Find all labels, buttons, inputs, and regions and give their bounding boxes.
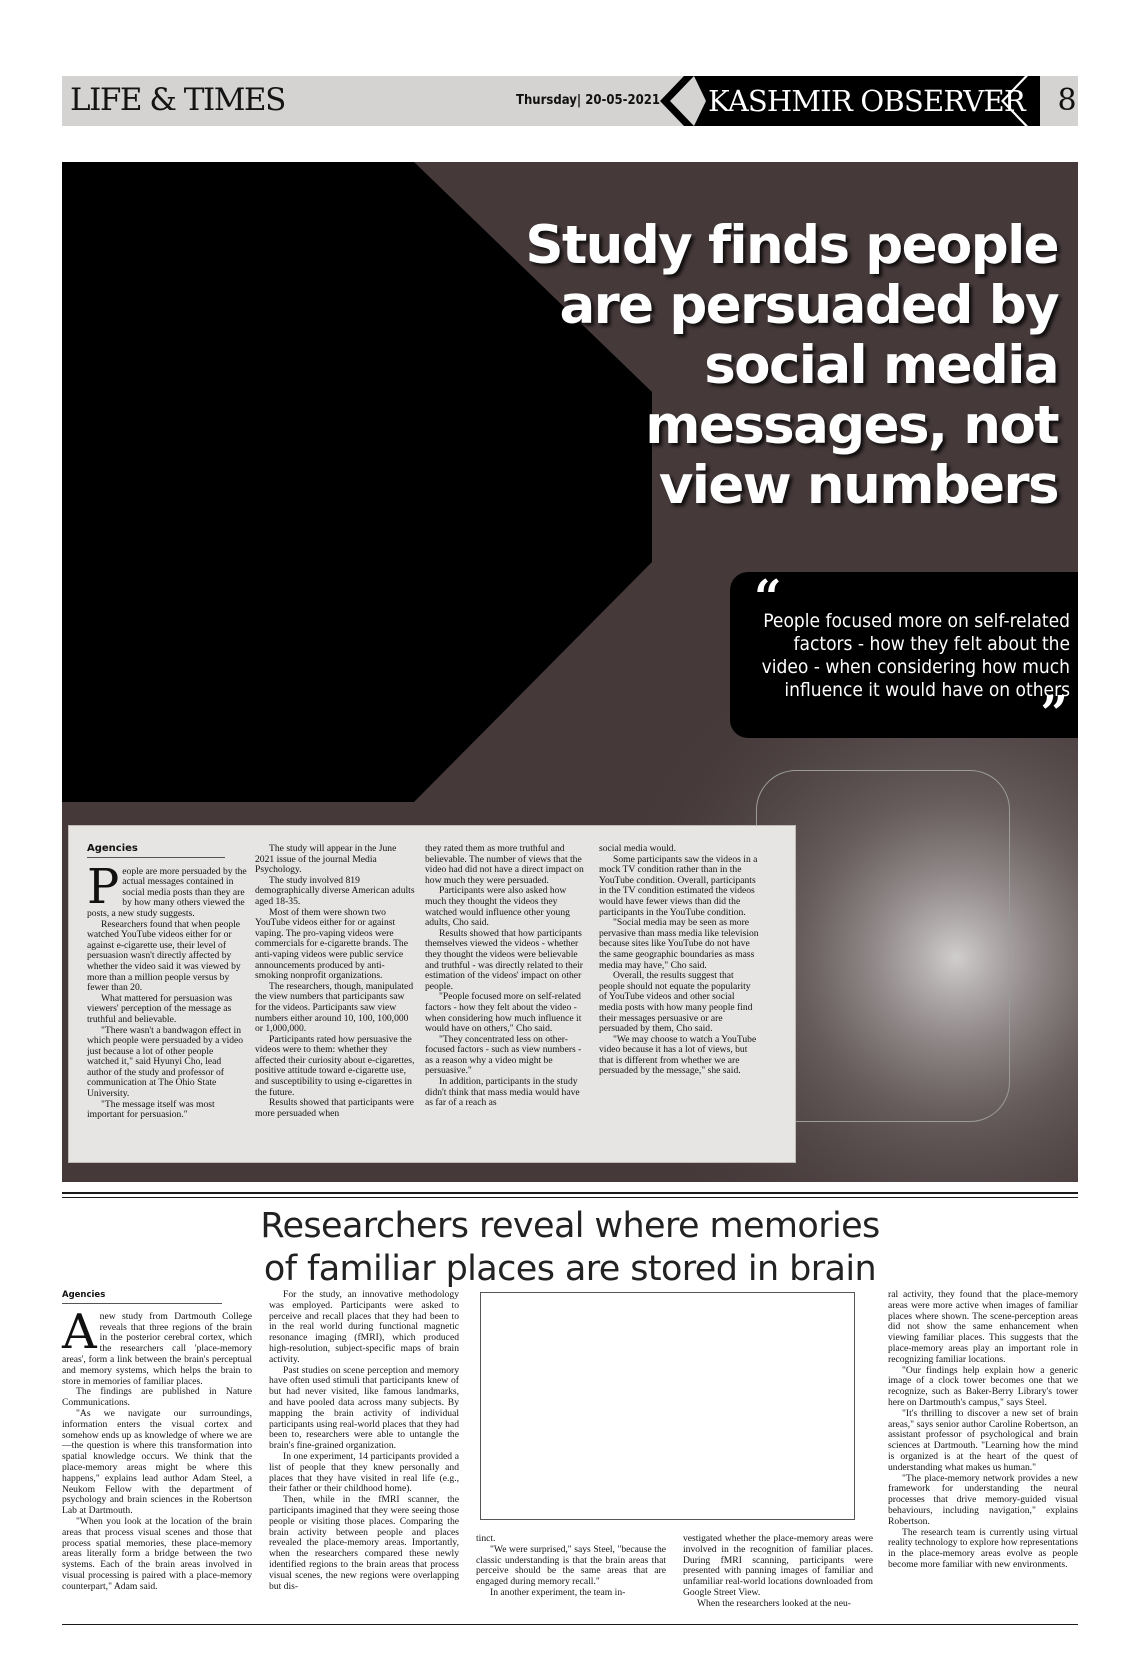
paragraph: In another experiment, the team in- bbox=[490, 1586, 626, 1598]
paragraph: Past studies on scene perception and memory have often used stimuli that participants knew of but had never visited, like famous landmarks, and have pooled data across many subjects. By mapping the brain activity of individual participants using real-world places that they had been to, researchers were able to untangle the brain's fine-grained organization. bbox=[269, 1364, 459, 1452]
story-byline: Agencies bbox=[62, 1290, 222, 1304]
feature-column-4 bbox=[599, 844, 759, 1077]
masthead bbox=[62, 76, 1078, 126]
divider bbox=[62, 1624, 1078, 1625]
paragraph: In one experiment, 14 participants provided a list of people that they knew personally and places that they have visited in real life (e.g., their father or their childhood home). bbox=[269, 1450, 459, 1495]
paragraph: The study involved 819 demographically diverse American adults aged 18-35. bbox=[255, 874, 415, 907]
paragraph: Most of them were shown two YouTube videos either for or against vaping. The pro-vaping videos were commercials for e-cigarette brands. The anti-vaping videos were public service announcements produced by anti-smoking nonprofit organizations. bbox=[255, 906, 408, 982]
divider bbox=[62, 1197, 1078, 1198]
drop-cap: A bbox=[62, 1303, 97, 1360]
story-column-5 bbox=[888, 1290, 1078, 1571]
paragraph: "As we navigate our surroundings, information enters the visual cortex and somehow ends up as knowledge of where we are—the question is where this transformation into spatial knowledge occurs. We think that the place-memory areas might be where this happens," explains lead author Adam Steel, a Neukom Fellow with the department of psychology and brain sciences in the Robertson Lab at Dartmouth. bbox=[62, 1407, 252, 1517]
paragraph: Then, while in the fMRI scanner, the participants imagined that they were seeing those people or visiting those places. Comparing the brain activity between people and places revealed the place-memory areas. Importantly, when the researchers compared these newly identified regions to the brain areas that process visual scenes, the new regions were overlapping but dis- bbox=[269, 1494, 459, 1592]
paragraph: The researchers, though, manipulated the view numbers that participants saw for the videos. Participants saw view numbers either around 10, 100, 100,000 or 1,000,000. bbox=[255, 980, 414, 1035]
pull-quote-text: People focused more on self-related factors - how they felt about the video - when considering how much influence it would have on others bbox=[761, 610, 1070, 701]
feature-byline: Agencies bbox=[87, 844, 225, 858]
drop-cap: P bbox=[87, 858, 120, 915]
paragraph: Results showed that participants were more persuaded when bbox=[255, 1097, 414, 1119]
paragraph: "The message itself was most important for persuasion." bbox=[87, 1098, 215, 1121]
story-column-1 bbox=[62, 1290, 252, 1593]
paragraph: "Social media may be seen as more pervasive than mass media like television because sites like YouTube do not have the same geographic boundaries as mass media may have," Cho said. bbox=[599, 917, 759, 971]
quote-close-icon: ” bbox=[1040, 686, 1068, 742]
paragraph: Participants were also asked how much they thought the videos they watched would influence other young adults, Cho said. bbox=[425, 885, 570, 929]
paragraph: vestigated whether the place-memory areas were involved in the recognition of familiar places. During fMRI scanning, participants were presented with panning images of familiar and unfamiliar real-world locations downloaded from Google Street View. bbox=[683, 1533, 873, 1598]
pull-quote bbox=[730, 570, 1078, 742]
paragraph: In addition, participants in the study didn't think that mass media would have as far of a reach as bbox=[425, 1076, 580, 1109]
paragraph: Some participants saw the videos in a mock TV condition rather than in the YouTube condition. Overall, participants in the TV condition estimated the videos would have fewer views than did the participants in the YouTube condition. bbox=[599, 853, 758, 918]
paragraph: The findings are published in Nature Communications. bbox=[62, 1386, 252, 1409]
paragraph: "It's thrilling to discover a new set of brain areas," says senior author Caroline Robertson, an assistant professor of psychological and brain sciences at Dartmouth. "Learning how the mind is organized is at the heart of the quest of understanding what makes us human." bbox=[888, 1407, 1078, 1473]
story-column-4 bbox=[683, 1534, 873, 1610]
paragraph: Researchers found that when people watched YouTube videos either for or against e-cigarette use, their level of persuasion wasn't directly affected by whether the video said it was viewed by more than a million people versus by fewer than 20. bbox=[87, 918, 241, 994]
paragraph: "There wasn't a bandwagon effect in which people were persuaded by a video just because a lot of other people watched it," said Hyunyi Cho, lead author of the study and professor of communication at The Ohio State University. bbox=[87, 1024, 244, 1100]
paragraph: "The place-memory network provides a new framework for understanding the neural processes that drive memory-guided visual behaviours, including navigation," explains Robertson. bbox=[888, 1472, 1078, 1527]
page-number: 8 bbox=[1057, 83, 1077, 118]
paragraph: "They concentrated less on other-focused factors - such as view numbers - as a reason why a video might be persuasive." bbox=[425, 1033, 582, 1077]
feature-story bbox=[62, 162, 1078, 1182]
paragraph: Anew study from Dartmouth College reveals that three regions of the brain in the posterior cerebral cortex, which the researchers call 'place-memory areas', form a link between the brain's perceptual and memory systems, which helps the brain to store in memories of familiar places. bbox=[62, 1303, 252, 1387]
paragraph: social media would. bbox=[599, 843, 676, 854]
paragraph: "When you look at the location of the brain areas that process visual scenes and those that process spatial memories, these place-memory areas literally form a bridge between the two systems. Each of the brain areas involved in visual processing is paired with a place-memory counterpart," Adam said. bbox=[62, 1515, 252, 1592]
story-column-3 bbox=[476, 1534, 666, 1599]
paragraph: "We were surprised," says Steel, "because the classic understanding is that the brain areas that perceive should be the same areas that are engaged during memory recall." bbox=[476, 1543, 666, 1588]
paragraph: Results showed that how participants themselves viewed the videos - whether they thought the videos were believable and truthful - was directly related to their estimation of the videos' impact on other people. bbox=[425, 927, 583, 992]
paragraph: The study will appear in the June 2021 issue of the journal Media Psychology. bbox=[255, 843, 397, 876]
paragraph: For the study, an innovative methodology was employed. Participants were asked to perceive and recall places that they had been to in the real world during functional magnetic resonance imaging (fMRI), which produced high-resolution, subject-specific maps of brain activity. bbox=[269, 1289, 459, 1365]
feature-headline: Study finds people are persuaded by social media messages, not view numbers bbox=[525, 215, 1058, 516]
section-title: LIFE & TIMES bbox=[70, 82, 285, 118]
paragraph: The research team is currently using virtual reality technology to explore how representations in the place-memory areas evolve as people become more familiar with new environments. bbox=[888, 1526, 1078, 1570]
paragraph: tinct. bbox=[476, 1533, 496, 1544]
story-column-2 bbox=[269, 1290, 459, 1592]
paragraph: Overall, the results suggest that people should not equate the popularity of YouTube videos and other social media posts with how many people find their messages persuasive or are persuaded by them, Cho said. bbox=[599, 970, 753, 1035]
paragraph: When the researchers looked at the neu- bbox=[697, 1597, 851, 1609]
divider bbox=[62, 1192, 1078, 1194]
paragraph: they rated them as more truthful and believable. The number of views that the video had did not have a direct impact on how much they were persuaded. bbox=[425, 843, 584, 886]
feature-text-panel bbox=[68, 825, 796, 1163]
story-headline: Researchers reveal where memories of familiar places are stored in brain bbox=[260, 1206, 880, 1289]
paragraph: Participants rated how persuasive the videos were to them: whether they affected their curiosity about e-cigarettes, positive attitude toward e-cigarette use, and susceptibility to using e-cigarettes in the future. bbox=[255, 1033, 415, 1098]
story-image-placeholder bbox=[480, 1292, 855, 1520]
paragraph: "Our findings help explain how a generic image of a clock tower becomes one that we recognize, such as Baker-Berry Library's tower here on Dartmouth's campus," says Steel. bbox=[888, 1364, 1078, 1408]
paragraph: "People focused more on self-related factors - how they felt about the video - when considering how much influence it would have on others," Cho said. bbox=[425, 991, 582, 1035]
paragraph: People are more persuaded by the actual messages contained in social media posts than they are by how many others viewed the posts, a new study suggests. bbox=[87, 858, 247, 919]
quote-open-icon: “ bbox=[754, 570, 782, 626]
paragraph: "We may choose to watch a YouTube video because it has a lot of views, but that is different from whether we are persuaded by the message," she said. bbox=[599, 1033, 757, 1077]
paper-name: KASHMIR OBSERVER bbox=[708, 84, 1025, 118]
paragraph: ral activity, they found that the place-memory areas were more active when images of familiar places where shown. The scene-perception areas did not show the same enhancement when viewing familiar places. This suggests that the place-memory areas play an important role in recognizing familiar locations. bbox=[888, 1289, 1078, 1365]
issue-date: Thursday| 20-05-2021 bbox=[516, 93, 661, 108]
chevron-left-icon bbox=[660, 76, 694, 126]
feature-column-2 bbox=[255, 844, 415, 1119]
feature-column-3 bbox=[425, 844, 585, 1109]
feature-column-1 bbox=[87, 844, 247, 1121]
paragraph: What mattered for persuasion was viewers' perception of the message as truthful and believable. bbox=[87, 992, 233, 1025]
